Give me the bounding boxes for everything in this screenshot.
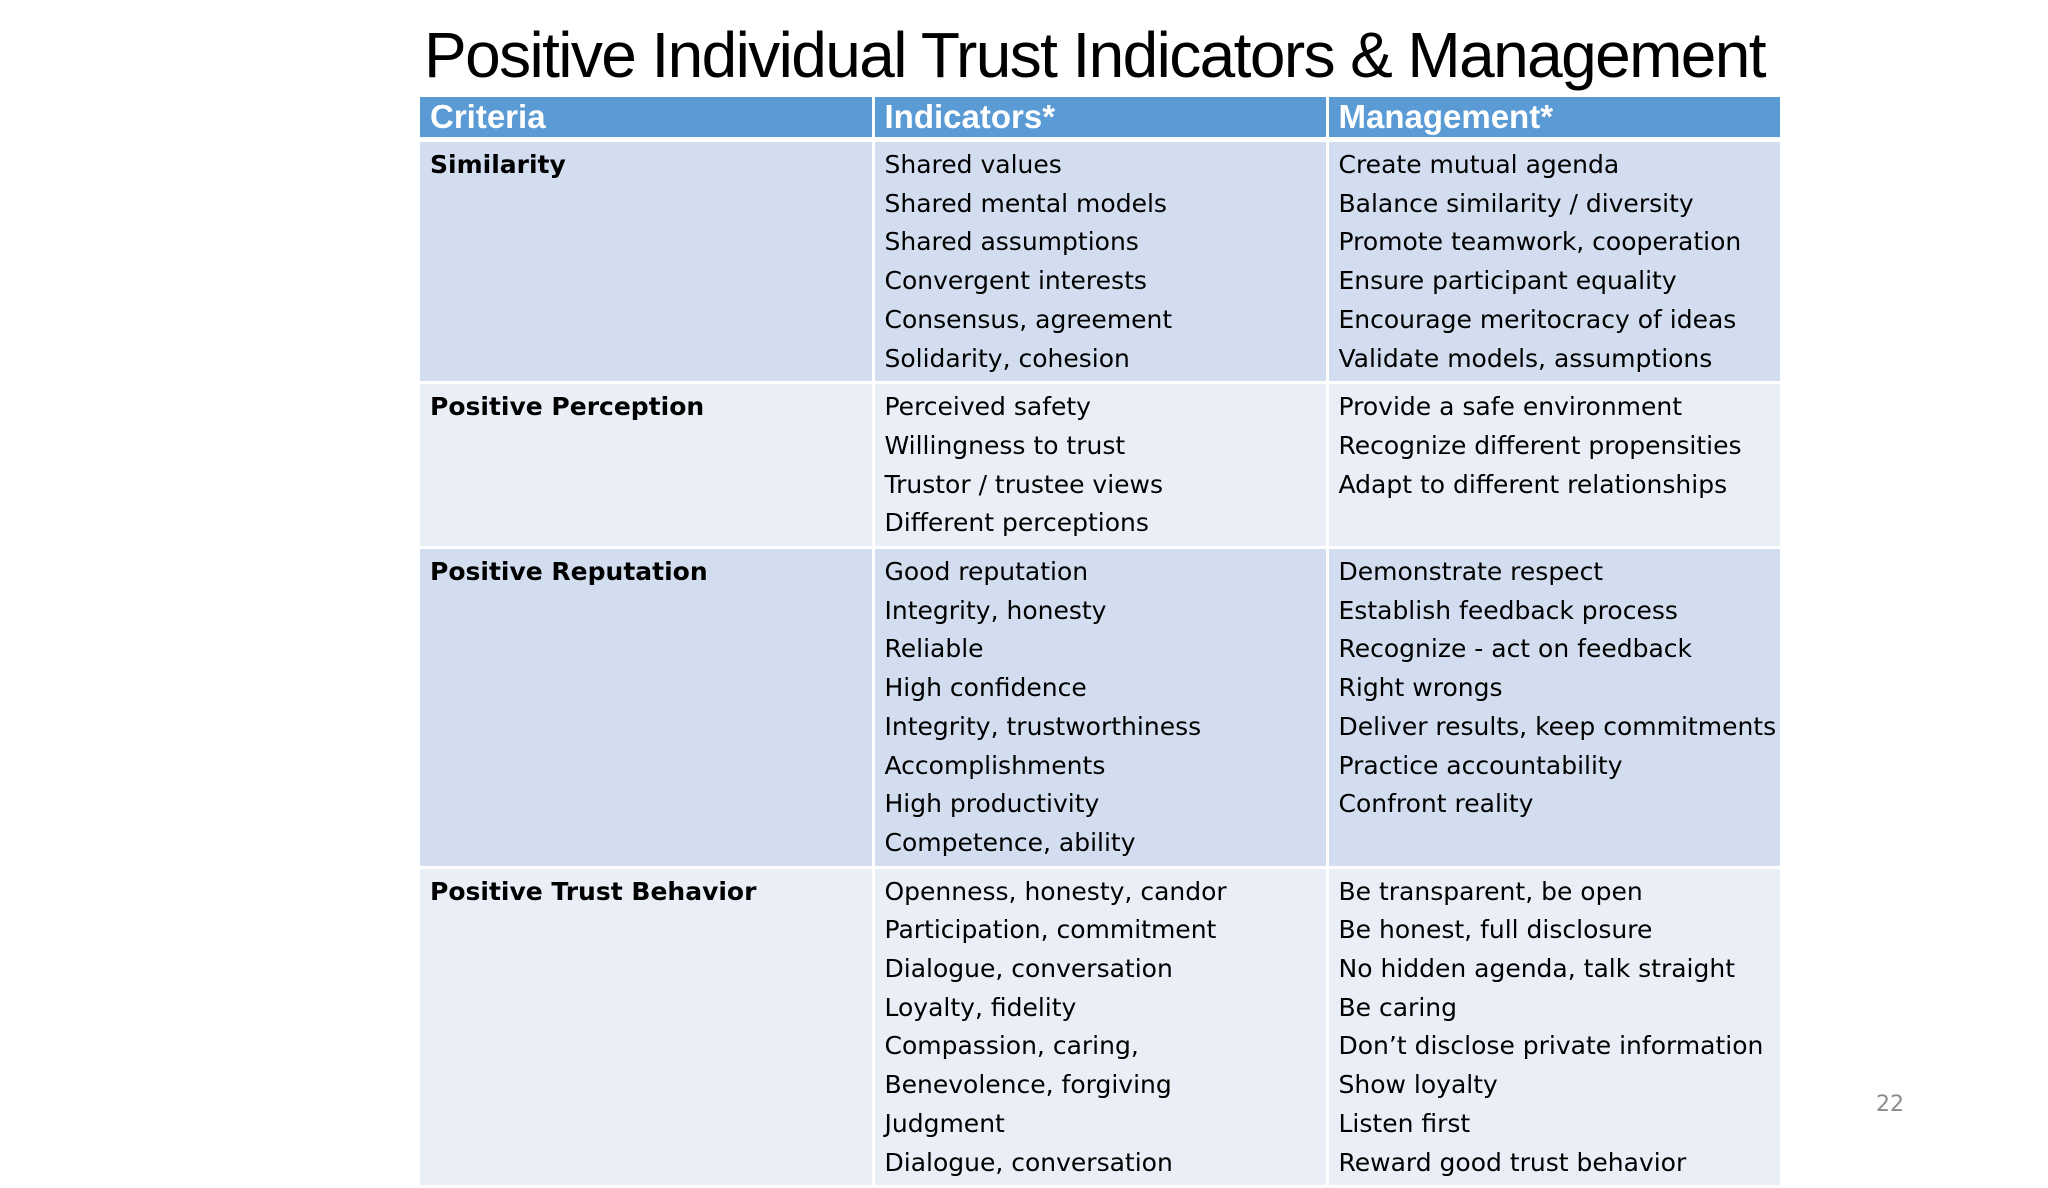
indicator-item: Dialogue, conversation — [884, 1147, 1173, 1177]
table-row-similarity — [420, 140, 1780, 383]
header-indicators: Indicators* — [873, 97, 1327, 140]
indicator-item: Compassion, caring, — [884, 1031, 1139, 1061]
header-management: Management* — [1327, 97, 1780, 140]
slide-title: Positive Individual Trust Indicators & Management — [424, 19, 1765, 91]
indicator-item: Judgment — [884, 1108, 1005, 1138]
management-item: Validate models, assumptions — [1338, 343, 1713, 373]
management-item: Listen first — [1338, 1108, 1471, 1138]
table-row-positive-perception — [420, 383, 1780, 548]
management-item: Be caring — [1338, 992, 1457, 1022]
management-item: Create mutual agenda — [1338, 150, 1620, 179]
indicators-cell — [873, 548, 1327, 868]
indicator-item: High confidence — [884, 673, 1087, 703]
management-item: Be transparent, be open — [1338, 876, 1643, 906]
indicator-item: Benevolence, forgiving — [884, 1070, 1172, 1100]
management-item: Right wrongs — [1338, 673, 1503, 703]
header-criteria: Criteria — [420, 97, 873, 140]
management-item: Demonstrate respect — [1338, 557, 1604, 587]
table-row-positive-trust-behavior — [420, 867, 1780, 1187]
indicator-item: Convergent interests — [884, 266, 1147, 296]
management-item: Recognize - act on feedback — [1338, 634, 1692, 664]
indicator-item: Shared values — [884, 150, 1062, 179]
management-item: Show loyalty — [1338, 1070, 1498, 1100]
management-item: Practice accountability — [1338, 750, 1623, 780]
management-item: Ensure participant equality — [1338, 266, 1677, 296]
criteria-cell: Similarity — [420, 140, 873, 383]
indicator-item: Perceived safety — [884, 392, 1091, 422]
criteria-cell: Positive Perception — [420, 383, 873, 548]
management-item: Establish feedback process — [1338, 595, 1678, 625]
indicator-item: Dialogue, conversation — [884, 954, 1173, 984]
management-item: Deliver results, keep commitments — [1338, 711, 1777, 741]
indicator-item: High productivity — [884, 789, 1100, 819]
indicator-item: Integrity, trustworthiness — [884, 711, 1202, 741]
page-number: 22 — [1876, 1092, 1904, 1117]
indicator-item: Good reputation — [884, 557, 1089, 587]
indicator-item: Accomplishments — [884, 750, 1106, 780]
management-item: Recognize different propensities — [1338, 430, 1742, 460]
management-cell — [1327, 140, 1780, 383]
indicator-item: Different perceptions — [884, 508, 1149, 538]
indicator-item: Shared assumptions — [884, 227, 1139, 257]
indicator-item: Competence, ability — [884, 827, 1136, 857]
management-item: Encourage meritocracy of ideas — [1338, 304, 1737, 334]
indicator-item: Reliable — [884, 634, 984, 664]
indicator-item: Trustor / trustee views — [884, 469, 1163, 499]
management-item: Don’t disclose private information — [1338, 1031, 1764, 1061]
management-item: Provide a safe environment — [1338, 392, 1683, 422]
management-item: No hidden agenda, talk straight — [1338, 954, 1736, 984]
criteria-cell: Positive Reputation — [420, 548, 873, 868]
management-cell — [1327, 548, 1780, 868]
table-header-row — [420, 97, 1780, 140]
trust-table — [420, 97, 1780, 1188]
indicators-cell — [873, 140, 1327, 383]
management-item: Confront reality — [1338, 789, 1534, 819]
indicator-item: Shared mental models — [884, 188, 1167, 218]
indicators-cell — [873, 867, 1327, 1187]
management-item: Reward good trust behavior — [1338, 1147, 1687, 1177]
management-cell — [1327, 867, 1780, 1187]
management-item: Promote teamwork, cooperation — [1338, 227, 1742, 257]
indicator-item: Integrity, honesty — [884, 595, 1107, 625]
management-item: Be honest, full disclosure — [1338, 915, 1653, 945]
indicator-item: Consensus, agreement — [884, 304, 1173, 334]
criteria-cell: Positive Trust Behavior — [420, 867, 873, 1187]
indicator-item: Willingness to trust — [884, 430, 1126, 460]
indicator-item: Solidarity, cohesion — [884, 343, 1130, 373]
indicator-item: Participation, commitment — [884, 915, 1217, 945]
indicators-cell — [873, 383, 1327, 548]
table-body — [420, 140, 1780, 1187]
table-row-positive-reputation — [420, 548, 1780, 868]
indicator-item: Openness, honesty, candor — [884, 876, 1227, 906]
management-cell — [1327, 383, 1780, 548]
management-item: Balance similarity / diversity — [1338, 188, 1694, 218]
management-item: Adapt to different relationships — [1338, 469, 1728, 499]
indicator-item: Loyalty, fidelity — [884, 992, 1077, 1022]
